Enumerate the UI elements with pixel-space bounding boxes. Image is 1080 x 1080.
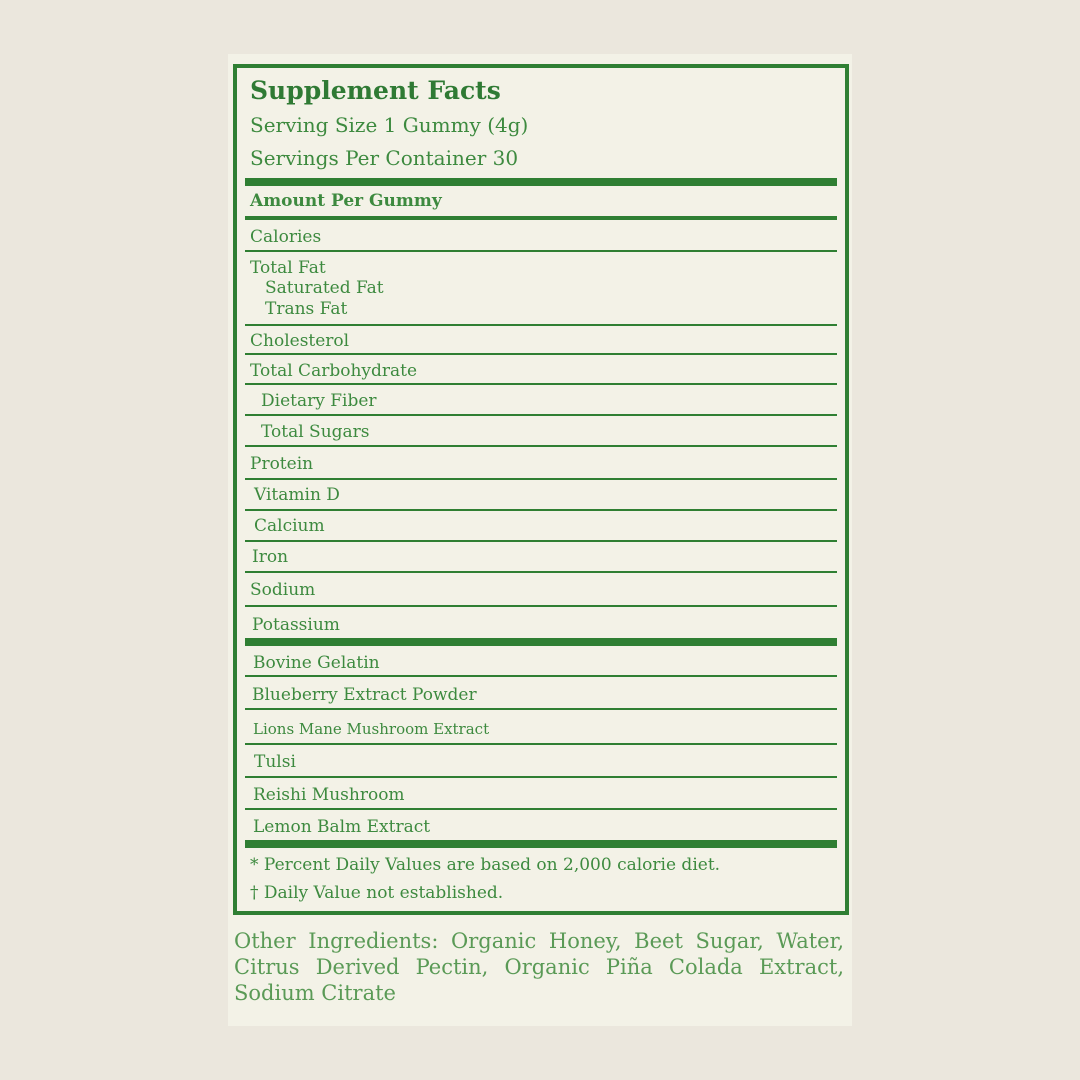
- row-divider: [245, 383, 837, 385]
- row-divider: [245, 605, 837, 607]
- thick-divider: [245, 840, 837, 848]
- nutrient-total-carbohydrate: Total Carbohydrate: [250, 361, 418, 381]
- row-divider: [245, 540, 837, 542]
- nutrient-potassium: Potassium: [252, 615, 340, 635]
- nutrient-calcium: Calcium: [254, 516, 325, 536]
- ingredient-bovine-gelatin: Bovine Gelatin: [253, 653, 380, 673]
- ingredient-blueberry-extract-powder: Blueberry Extract Powder: [252, 685, 477, 705]
- nutrient-total-fat: Total Fat: [250, 258, 326, 278]
- amount-per-gummy-header: Amount Per Gummy: [250, 191, 442, 211]
- ingredient-lemon-balm-extract: Lemon Balm Extract: [253, 817, 431, 837]
- row-divider: [245, 743, 837, 745]
- footnote-not-established: † Daily Value not established.: [250, 883, 504, 903]
- row-divider: [245, 324, 837, 326]
- thick-divider: [245, 178, 837, 186]
- row-divider: [245, 571, 837, 573]
- row-divider: [245, 808, 837, 810]
- other-ingredients: Other Ingredients: Organic Honey, Beet Sugar, Water, Citrus Derived Pectin, Organic Piña Colada Extract, Sodium Citrate: [234, 929, 844, 1005]
- row-divider: [245, 675, 837, 677]
- ingredient-tulsi: Tulsi: [254, 752, 296, 772]
- ingredient-reishi-mushroom: Reishi Mushroom: [253, 785, 405, 805]
- footnote-daily-values: * Percent Daily Values are based on 2,000 calorie diet.: [250, 855, 721, 875]
- nutrient-sodium: Sodium: [250, 580, 316, 600]
- panel-title: Supplement Facts: [250, 76, 501, 105]
- nutrient-saturated-fat: Saturated Fat: [265, 278, 384, 298]
- nutrient-dietary-fiber: Dietary Fiber: [261, 391, 377, 411]
- nutrient-protein: Protein: [250, 454, 314, 474]
- nutrient-vitamin-d: Vitamin D: [254, 485, 340, 505]
- medium-divider: [245, 216, 837, 220]
- supplement-facts-panel: [233, 64, 849, 915]
- row-divider: [245, 353, 837, 355]
- row-divider: [245, 776, 837, 778]
- row-divider: [245, 414, 837, 416]
- nutrient-total-sugars: Total Sugars: [261, 422, 370, 442]
- row-divider: [245, 708, 837, 710]
- nutrient-cholesterol: Cholesterol: [250, 331, 350, 351]
- serving-size: Serving Size 1 Gummy (4g): [250, 113, 529, 137]
- ingredient-lions-mane-mushroom-extract: Lions Mane Mushroom Extract: [253, 720, 490, 738]
- thick-divider: [245, 638, 837, 646]
- row-divider: [245, 509, 837, 511]
- servings-per-container: Servings Per Container 30: [250, 146, 519, 170]
- nutrient-calories: Calories: [250, 227, 322, 247]
- row-divider: [245, 445, 837, 447]
- row-divider: [245, 250, 837, 252]
- row-divider: [245, 478, 837, 480]
- nutrient-trans-fat: Trans Fat: [265, 299, 348, 319]
- nutrient-iron: Iron: [252, 547, 289, 567]
